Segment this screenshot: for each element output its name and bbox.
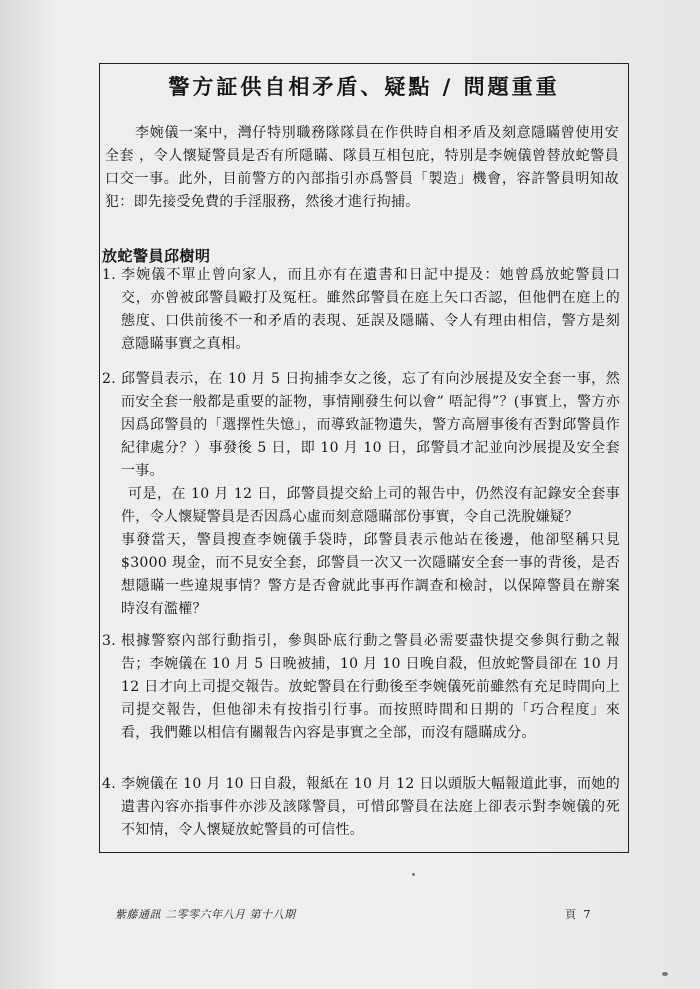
item-paragraph: 邱警員表示，在 10 月 5 日拘捕李女之後，忘了有向沙展提及安全套一事，然而安全套一般都是重要的証物，事情剛發生何以會” 唔記得”？(事實上，警方亦因爲邱警員的「選擇性失憶」，而導致証物遺失，警方高層事後有否對邱警員作紀律處分？）事發後 5 日，即 10 月 10 日，邱警員才記並向沙展提及安全套一事。 (121, 371, 620, 479)
item-number: 1. (102, 267, 116, 283)
item-number: 2. (102, 371, 116, 387)
list-item-1 (102, 264, 620, 356)
item-paragraph: 李婉儀在 10 月 10 日自殺，報紙在 10 月 12 日以頭版大幅報道此事，而她的遺書內容亦指事件亦涉及該隊警員，可惜邱警員在法庭上卻表示對李婉儀的死不知情，令人懷疑放蛇警員的可信性。 (121, 776, 620, 838)
list-item-3 (102, 630, 620, 745)
item-paragraph: 可是，在 10 月 12 日，邱警員提交給上司的報告中，仍然沒有記錄安全套事件，令人懷疑警員是否因爲心虛而刻意隱瞞部份事實，令自己洗脫嫌疑？ (121, 486, 620, 525)
paper-speck (412, 873, 415, 876)
item-number: 3. (102, 633, 116, 649)
paper-speck (662, 972, 668, 976)
footer-page-number: 頁 7 (565, 908, 593, 921)
item-paragraph: 根據警察內部行動指引，參與卧底行動之警員必需要盡快提交參與行動之報告；李婉儀在 10 月 5 日晚被捕，10 月 10 日晚自殺，但放蛇警員卻在 10 月 12 日才向上司提交報告。放蛇警員在行動後至李婉儀死前雖然有充足時間向上司提交報告，但他卻未有按指引行事。而按照時間和日期的「巧合程度」來看，我們難以相信有關報告內容是事實之全部，而沒有隱瞞成分。 (121, 633, 620, 741)
item-number: 4. (102, 776, 116, 792)
article-title: 警方証供自相矛盾、疑點 / 問題重重 (168, 75, 560, 99)
item-paragraph: 李婉儀不單止曾向家人，而且亦有在遺書和日記中提及：她曾爲放蛇警員口交，亦曾被邱警員毆打及冤枉。雖然邱警員在庭上矢口否認，但他們在庭上的態度、口供前後不一和矛盾的表現、延誤及隱瞞、令人有理由相信，警方是刻意隱瞞事實之真相。 (121, 267, 620, 352)
footer-publication: 紫藤通訊 二零零六年八月 第十八期 (115, 908, 296, 921)
list-item-2 (102, 368, 620, 621)
intro-paragraph: 李婉儀一案中，灣仔特別職務隊隊員在作供時自相矛盾及刻意隱瞞曾使用安全套 ，令人懷疑警員是否有所隱瞞、隊員互相包庇，特別是李婉儀曾替放蛇警員口交一事。此外，目前警方的內部指引亦爲警員「製造」機會，容許警員明知故犯：即先接受免費的手淫服務，然後才進行拘捕。 (105, 125, 619, 210)
list-item-4 (102, 773, 620, 842)
item-paragraph: 事發當天，警員搜查李婉儀手袋時，邱警員表示他站在後邊，他卻堅稱只見$3000 現金，而不見安全套，邱警員一次又一次隱瞞安全套一事的背後，是否想隱瞞一些違規事情？警方是否會就此事再作調查和檢討，以保障警員在辦案時沒有濫權？ (121, 532, 620, 617)
section-heading: 放蛇警員邱樹明 (102, 247, 211, 265)
